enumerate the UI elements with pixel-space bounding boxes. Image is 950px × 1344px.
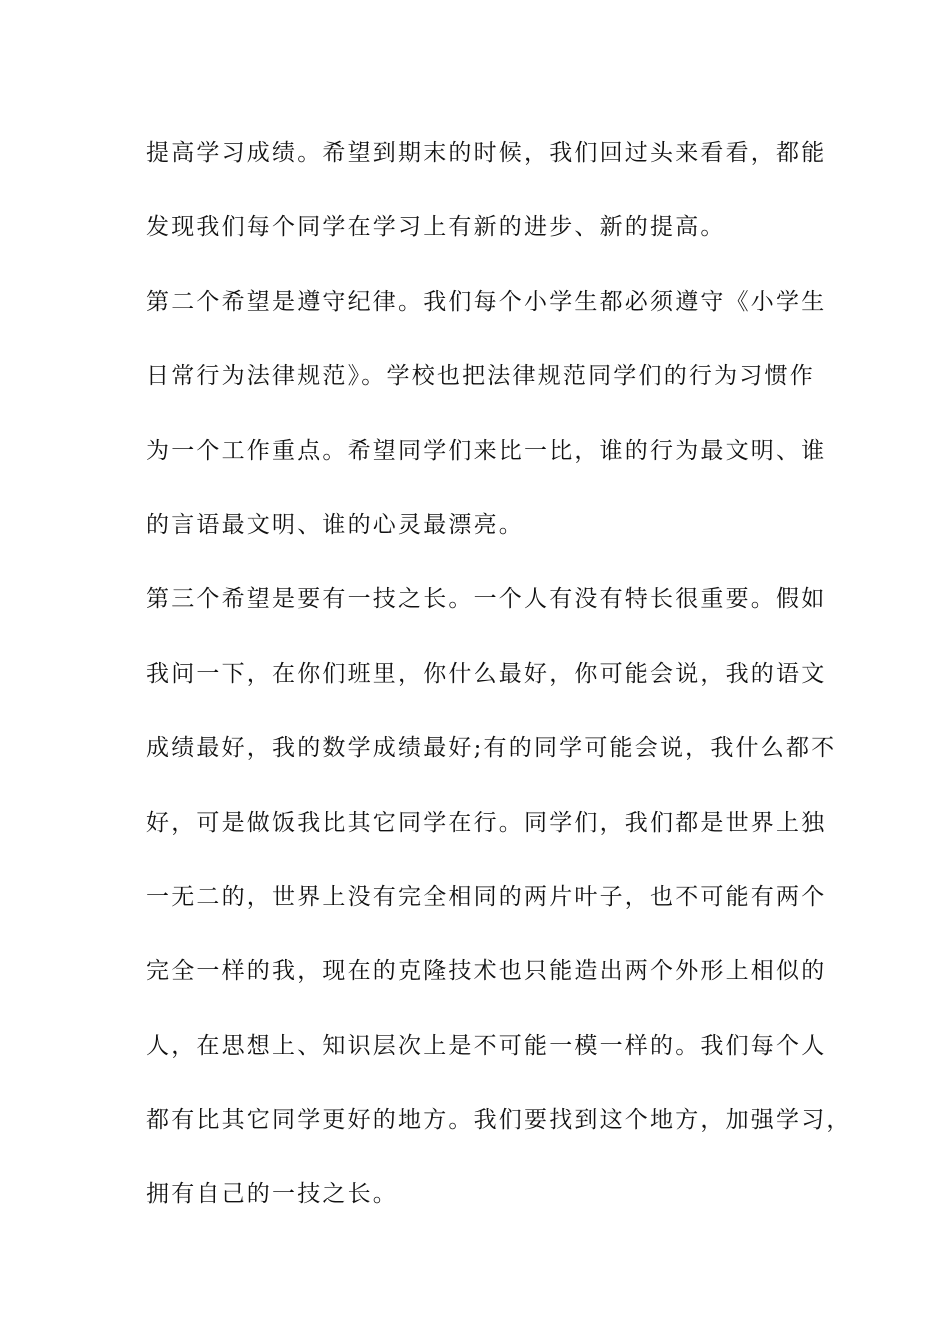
text-line: 日常行为法律规范》。学校也把法律规范同学们的行为习惯作 bbox=[146, 363, 815, 390]
text-line: 的言语最文明、谁的心灵最漂亮。 bbox=[146, 511, 524, 538]
text-line: 都有比其它同学更好的地方。我们要找到这个地方，加强学习， bbox=[146, 1107, 852, 1134]
text-line: 第三个希望是要有一技之长。一个人有没有特长很重要。假如 bbox=[146, 586, 827, 613]
text-line: 第二个希望是遵守纪律。我们每个小学生都必须遵守《小学生 bbox=[146, 288, 827, 315]
text-line: 人，在思想上、知识层次上是不可能一模一样的。我们每个人 bbox=[146, 1032, 827, 1059]
text-line: 一无二的，世界上没有完全相同的两片叶子，也不可能有两个 bbox=[146, 883, 827, 910]
text-line: 成绩最好，我的数学成绩最好;有的同学可能会说，我什么都不 bbox=[146, 735, 837, 762]
text-line: 为一个工作重点。希望同学们来比一比，谁的行为最文明、谁 bbox=[146, 437, 827, 464]
text-line: 完全一样的我，现在的克隆技术也只能造出两个外形上相似的 bbox=[146, 958, 827, 985]
text-line: 拥有自己的一技之长。 bbox=[146, 1181, 398, 1208]
document-body bbox=[146, 131, 852, 1247]
text-line: 发现我们每个同学在学习上有新的进步、新的提高。 bbox=[146, 214, 726, 241]
text-line: 好，可是做饭我比其它同学在行。同学们，我们都是世界上独 bbox=[146, 809, 827, 836]
text-line: 提高学习成绩。希望到期末的时候，我们回过头来看看，都能 bbox=[146, 140, 827, 166]
text-line: 我问一下，在你们班里，你什么最好，你可能会说，我的语文 bbox=[146, 660, 827, 687]
